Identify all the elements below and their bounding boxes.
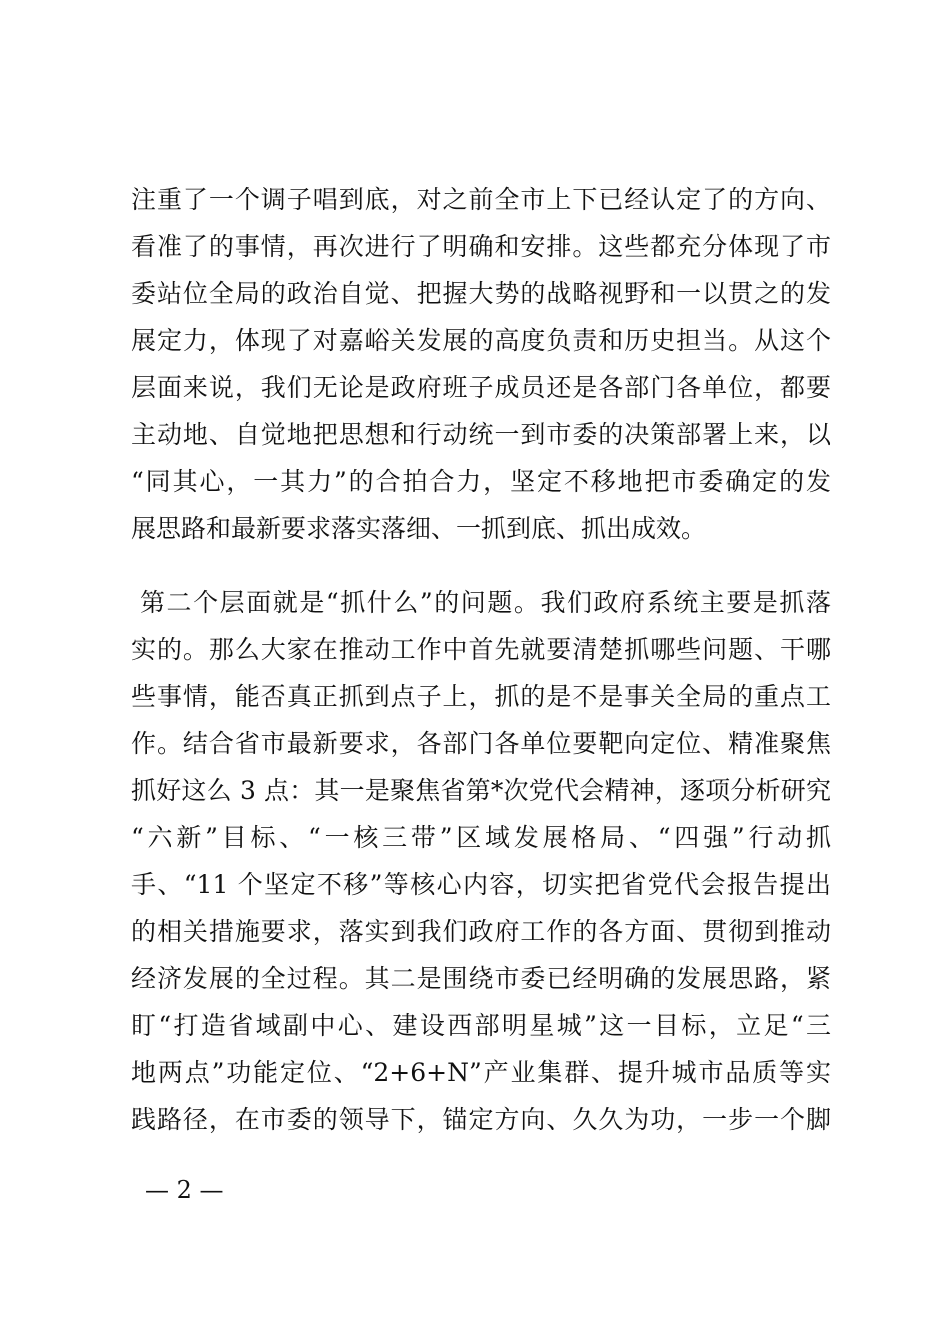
paragraph-line: 展定力，体现了对嘉峪关发展的高度负责和历史担当。从这个	[131, 326, 831, 355]
paragraph-line: 注重了一个调子唱到底，对之前全市上下已经认定了的方向、	[131, 185, 831, 214]
paragraph-line: 层面来说，我们无论是政府班子成员还是各部门各单位，都要	[131, 373, 831, 402]
paragraph-line: 地两点”功能定位、“2+6+N”产业集群、提升城市品质等实	[131, 1058, 831, 1087]
paragraph-line: 委站位全局的政治自觉、把握大势的战略视野和一以贯之的发	[131, 279, 831, 308]
paragraph-line: 看准了的事情，再次进行了明确和安排。这些都充分体现了市	[131, 232, 831, 261]
paragraph-line: 展思路和最新要求落实落细、一抓到底、抓出成效。	[131, 514, 707, 543]
paragraph-line: 实的。那么大家在推动工作中首先就要清楚抓哪些问题、干哪	[131, 635, 831, 664]
paragraph-line: 作。结合省市最新要求，各部门各单位要靶向定位、精准聚焦	[131, 729, 831, 758]
paragraph-line: 手、“11 个坚定不移”等核心内容，切实把省党代会报告提出	[131, 870, 831, 899]
paragraph-line: “同其心，一其力”的合拍合力，坚定不移地把市委确定的发	[131, 467, 831, 496]
paragraph-line: 践路径，在市委的领导下，锚定方向、久久为功，一步一个脚	[131, 1105, 831, 1134]
paragraph-line: 经济发展的全过程。其二是围绕市委已经明确的发展思路，紧	[131, 964, 831, 993]
paragraph-line: “六新”目标、“一核三带”区域发展格局、“四强”行动抓	[131, 823, 831, 852]
paragraph-line: 盯“打造省域副中心、建设西部明星城”这一目标，立足“三	[131, 1011, 831, 1040]
page-number: — 2 —	[145, 1176, 224, 1204]
paragraph-line: 主动地、自觉地把思想和行动统一到市委的决策部署上来，以	[131, 420, 831, 449]
paragraph-line: 些事情，能否真正抓到点子上，抓的是不是事关全局的重点工	[131, 682, 831, 711]
paragraph-line: 的相关措施要求，落实到我们政府工作的各方面、贯彻到推动	[131, 917, 831, 946]
paragraph-line: 第二个层面就是“抓什么”的问题。我们政府系统主要是抓落	[140, 588, 831, 617]
paragraph-line: 抓好这么 3 点：其一是聚焦省第*次党代会精神，逐项分析研究	[131, 776, 831, 805]
